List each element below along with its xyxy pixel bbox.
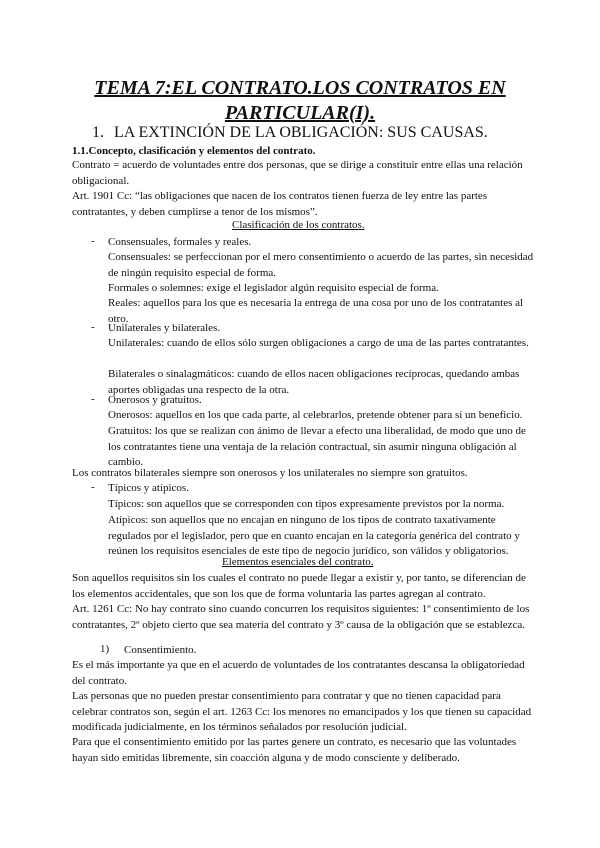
paragraph-art-1261: Art. 1261 Cc: No hay contrato sino cuando concurren los requisitos siguientes: 1º consentimiento de los contratantes, 2º objeto cierto que sea materia del contrato y 3º causa de la obligación que se establezca. bbox=[72, 603, 530, 631]
text-unilaterales: Unilaterales: cuando de ellos sólo surgen obligaciones a cargo de una de las partes contratantes. bbox=[108, 337, 529, 349]
section-heading bbox=[92, 124, 488, 142]
text-consensuales: Consensuales: se perfeccionan por el mero consentimiento o acuerdo de las partes, sin necesidad de ningún requisito especial de forma. bbox=[108, 251, 534, 279]
list-number: 1) bbox=[100, 643, 110, 655]
heading-elementos: Elementos esenciales del contrato. bbox=[222, 556, 374, 568]
paragraph-art-1901: Art. 1901 Cc: “las obligaciones que nacen de los contratos tienen fuerza de ley entre las partes contratantes, y deben cumplirse a tenor de los mismos”. bbox=[72, 190, 488, 218]
section-number: 1. bbox=[92, 124, 104, 141]
text-bilaterales: Bilaterales o sinalagmáticos: cuando de ellos nacen obligaciones recíprocas, quedando ambas aportes obligadas una respecto de la otra. bbox=[108, 368, 520, 396]
paragraph-contrato: Contrato = acuerdo de voluntades entre dos personas, que se dirige a constituir entre ellas una relación obligacional. bbox=[72, 159, 523, 187]
paragraph-para: Para que el consentimiento emitido por las partes genere un contrato, es necesario que las voluntades hayan sido emitidas libremente, sin coacción alguna y de modo consciente y deliberado. bbox=[72, 736, 517, 764]
bullet-unilaterales-bilaterales: Unilaterales y bilaterales. bbox=[108, 322, 221, 334]
subsection-heading: 1.1.Concepto, clasificación y elementos del contrato. bbox=[72, 145, 316, 157]
text-formales: Formales o solemnes: exige el legislador algún requisito especial de forma. bbox=[108, 282, 439, 294]
text-reales: Reales: aquellos para los que es necesaria la entrega de una cosa por uno de los contratantes al otro. bbox=[108, 297, 524, 325]
text-gratuitos: Gratuitos: los que se realizan con ánimo de llevar a efecto una liberalidad, de modo que uno de los contratantes tiene una ventaja de la relación contractual, sin asumir ninguna obligación al cambio. bbox=[108, 425, 526, 469]
bullet-marker: - bbox=[91, 321, 95, 333]
section-title: LA EXTINCIÓN DE LA OBLIGACIÓN: SUS CAUSAS. bbox=[114, 124, 488, 141]
list-item-consentimiento: Consentimiento. bbox=[124, 644, 197, 656]
paragraph-importante: Es el más importante ya que en el acuerdo de voluntades de los contratantes descansa la obligatoriedad del contrato. bbox=[72, 659, 525, 687]
bullet-consensuales-formales-reales: Consensuales, formales y reales. bbox=[108, 236, 252, 248]
bullet-marker: - bbox=[91, 235, 95, 247]
bullet-marker: - bbox=[91, 481, 95, 493]
bullet-tipicos-atipicos: Típicos y atípicos. bbox=[108, 482, 189, 494]
paragraph-elementos: Son aquellos requisitos sin los cuales el contrato no puede llegar a existir y, por tanto, se diferencian de los elementos accidentales, que son los que de forma voluntaria las partes agregan al contrato. bbox=[72, 572, 526, 600]
text-onerosos: Onerosos: aquellos en los que cada parte, al celebrarlos, pretende obtener para sí un beneficio. bbox=[108, 409, 523, 421]
paragraph-personas: Las personas que no pueden prestar consentimiento para contratar y que no tienen capacidad para celebrar contratos son, según el art. 1263 Cc: los menores no emancipados y los que tienen su capacidad modificada judicialmente, en los términos señalados por resolución judicial. bbox=[72, 690, 532, 734]
bullet-marker: - bbox=[91, 393, 95, 405]
heading-clasificacion: Clasificación de los contratos. bbox=[232, 219, 365, 231]
document-title-line-1: TEMA 7:EL CONTRATO.LOS CONTRATOS EN bbox=[94, 77, 506, 99]
bullet-onerosos-gratuitos: Onerosos y gratuitos. bbox=[108, 394, 202, 406]
text-tipicos: Típicos: son aquellos que se corresponden con tipos expresamente previstos por la norma. bbox=[108, 498, 505, 510]
text-atipicos: Atípicos: son aquellos que no encajan en ninguno de los tipos de contrato taxativamente regulados por el legislador, pero que en cuanto encajan en la categoría genérica del contrato y reúnen los requisitos esenciales de este tipo de negocio jurídico, son válidos y obligatorios. bbox=[108, 514, 520, 558]
paragraph-bilaterales-onerosos: Los contratos bilaterales siempre son onerosos y los unilaterales no siempre son gratuitos. bbox=[72, 467, 468, 479]
document-title-line-2: PARTICULAR(I). bbox=[224, 102, 376, 124]
